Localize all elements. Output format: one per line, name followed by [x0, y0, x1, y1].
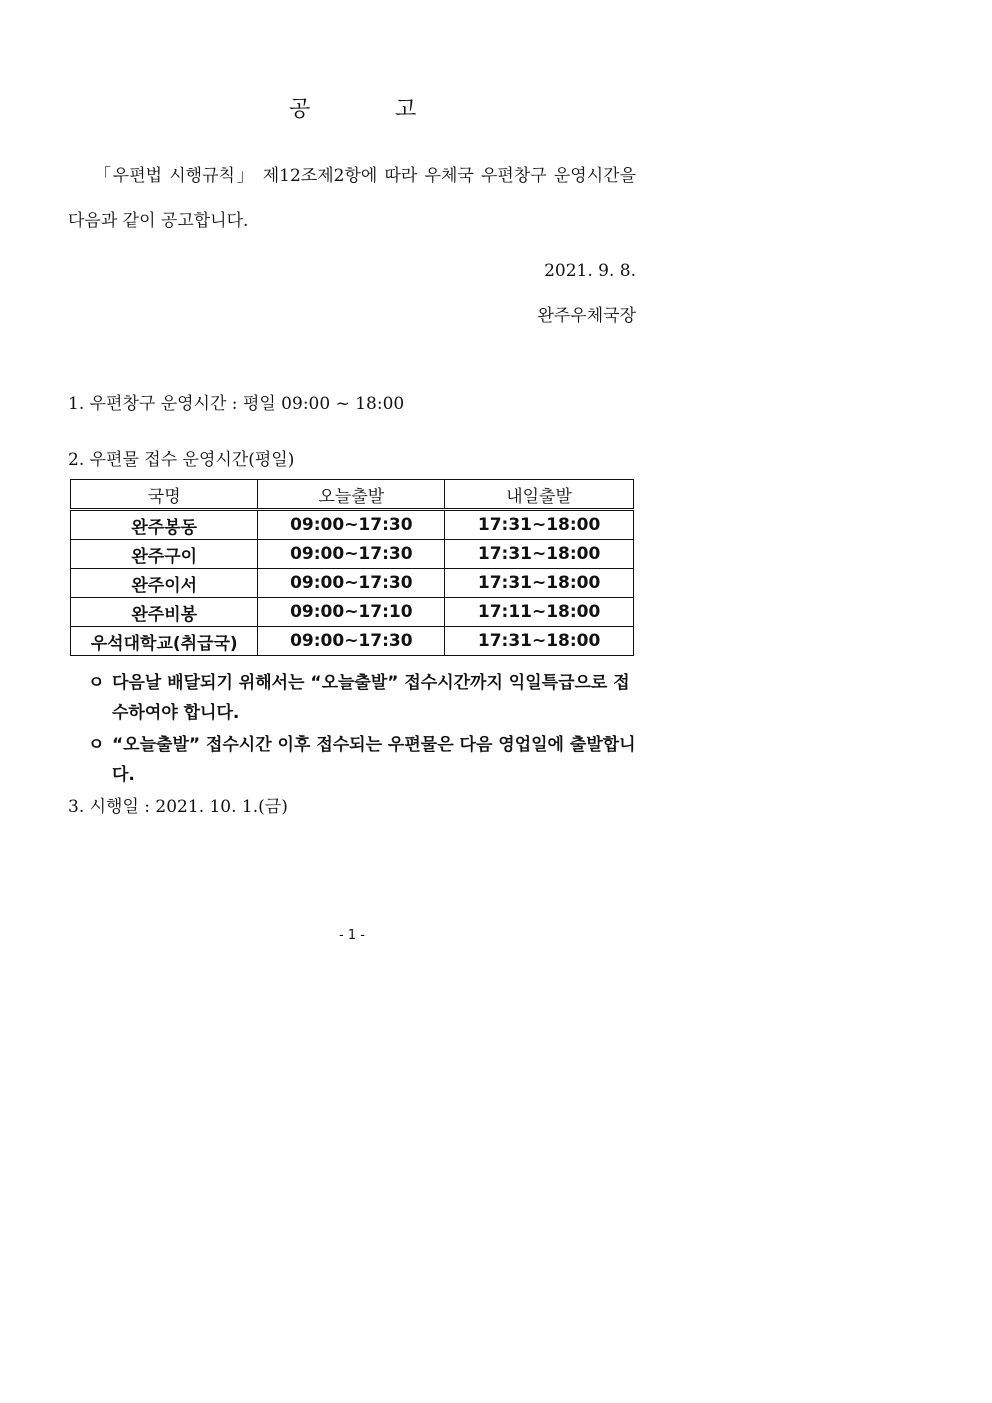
intro-line-1: 「우편법 시행규칙」 제12조제2항에 따라 우체국 우편창구 운영시간을	[94, 166, 636, 186]
same-day-hours: 09:00~17:30	[258, 627, 445, 656]
same-day-hours: 09:00~17:10	[258, 598, 445, 627]
page-title	[0, 92, 992, 126]
table-header-row	[71, 480, 634, 510]
bullet-icon: ㅇ	[88, 735, 105, 755]
header-office: 국명	[71, 480, 258, 510]
office-name: 우석대학교(취급국)	[71, 627, 258, 656]
note-text: “오늘출발” 접수시간 이후 접수되는 우편물은 다음 영업일에 출발합니다.	[112, 735, 636, 785]
same-day-hours: 09:00~17:30	[258, 569, 445, 598]
next-day-hours: 17:31~18:00	[445, 627, 634, 656]
header-same-day: 오늘출발	[258, 480, 445, 510]
table-row	[71, 540, 634, 569]
notice-signer: 완주우체국장	[537, 306, 636, 326]
office-name: 완주구이	[71, 540, 258, 569]
next-day-hours: 17:31~18:00	[445, 540, 634, 569]
note-text: 다음날 배달되기 위해서는 “오늘출발” 접수시간까지 익일특급으로 접수하여야 합니다.	[112, 673, 630, 723]
page-number: - 1 -	[339, 928, 365, 943]
bullet-icon: ㅇ	[88, 673, 105, 693]
next-day-hours: 17:31~18:00	[445, 510, 634, 540]
table-row	[71, 627, 634, 656]
notes-list	[88, 668, 636, 792]
title-char-2: 고	[395, 97, 417, 122]
header-next-day: 내일출발	[445, 480, 634, 510]
list-item	[88, 730, 636, 790]
intro-line-2: 다음과 같이 공고합니다.	[68, 211, 249, 231]
section-3-effective-date: 3. 시행일 : 2021. 10. 1.(금)	[68, 797, 288, 817]
next-day-hours: 17:31~18:00	[445, 569, 634, 598]
section-2-acceptance-hours: 2. 우편물 접수 운영시간(평일)	[68, 450, 295, 470]
list-item	[88, 668, 636, 728]
office-name: 완주봉동	[71, 510, 258, 540]
same-day-hours: 09:00~17:30	[258, 540, 445, 569]
notice-date: 2021. 9. 8.	[544, 261, 636, 281]
table-row	[71, 569, 634, 598]
section-1-window-hours: 1. 우편창구 운영시간 : 평일 09:00 ~ 18:00	[68, 394, 405, 414]
office-name: 완주비봉	[71, 598, 258, 627]
table-row	[71, 510, 634, 540]
title-char-1: 공	[289, 97, 311, 122]
office-name: 완주이서	[71, 569, 258, 598]
same-day-hours: 09:00~17:30	[258, 510, 445, 540]
table-row	[71, 598, 634, 627]
acceptance-hours-table	[70, 479, 634, 656]
next-day-hours: 17:11~18:00	[445, 598, 634, 627]
